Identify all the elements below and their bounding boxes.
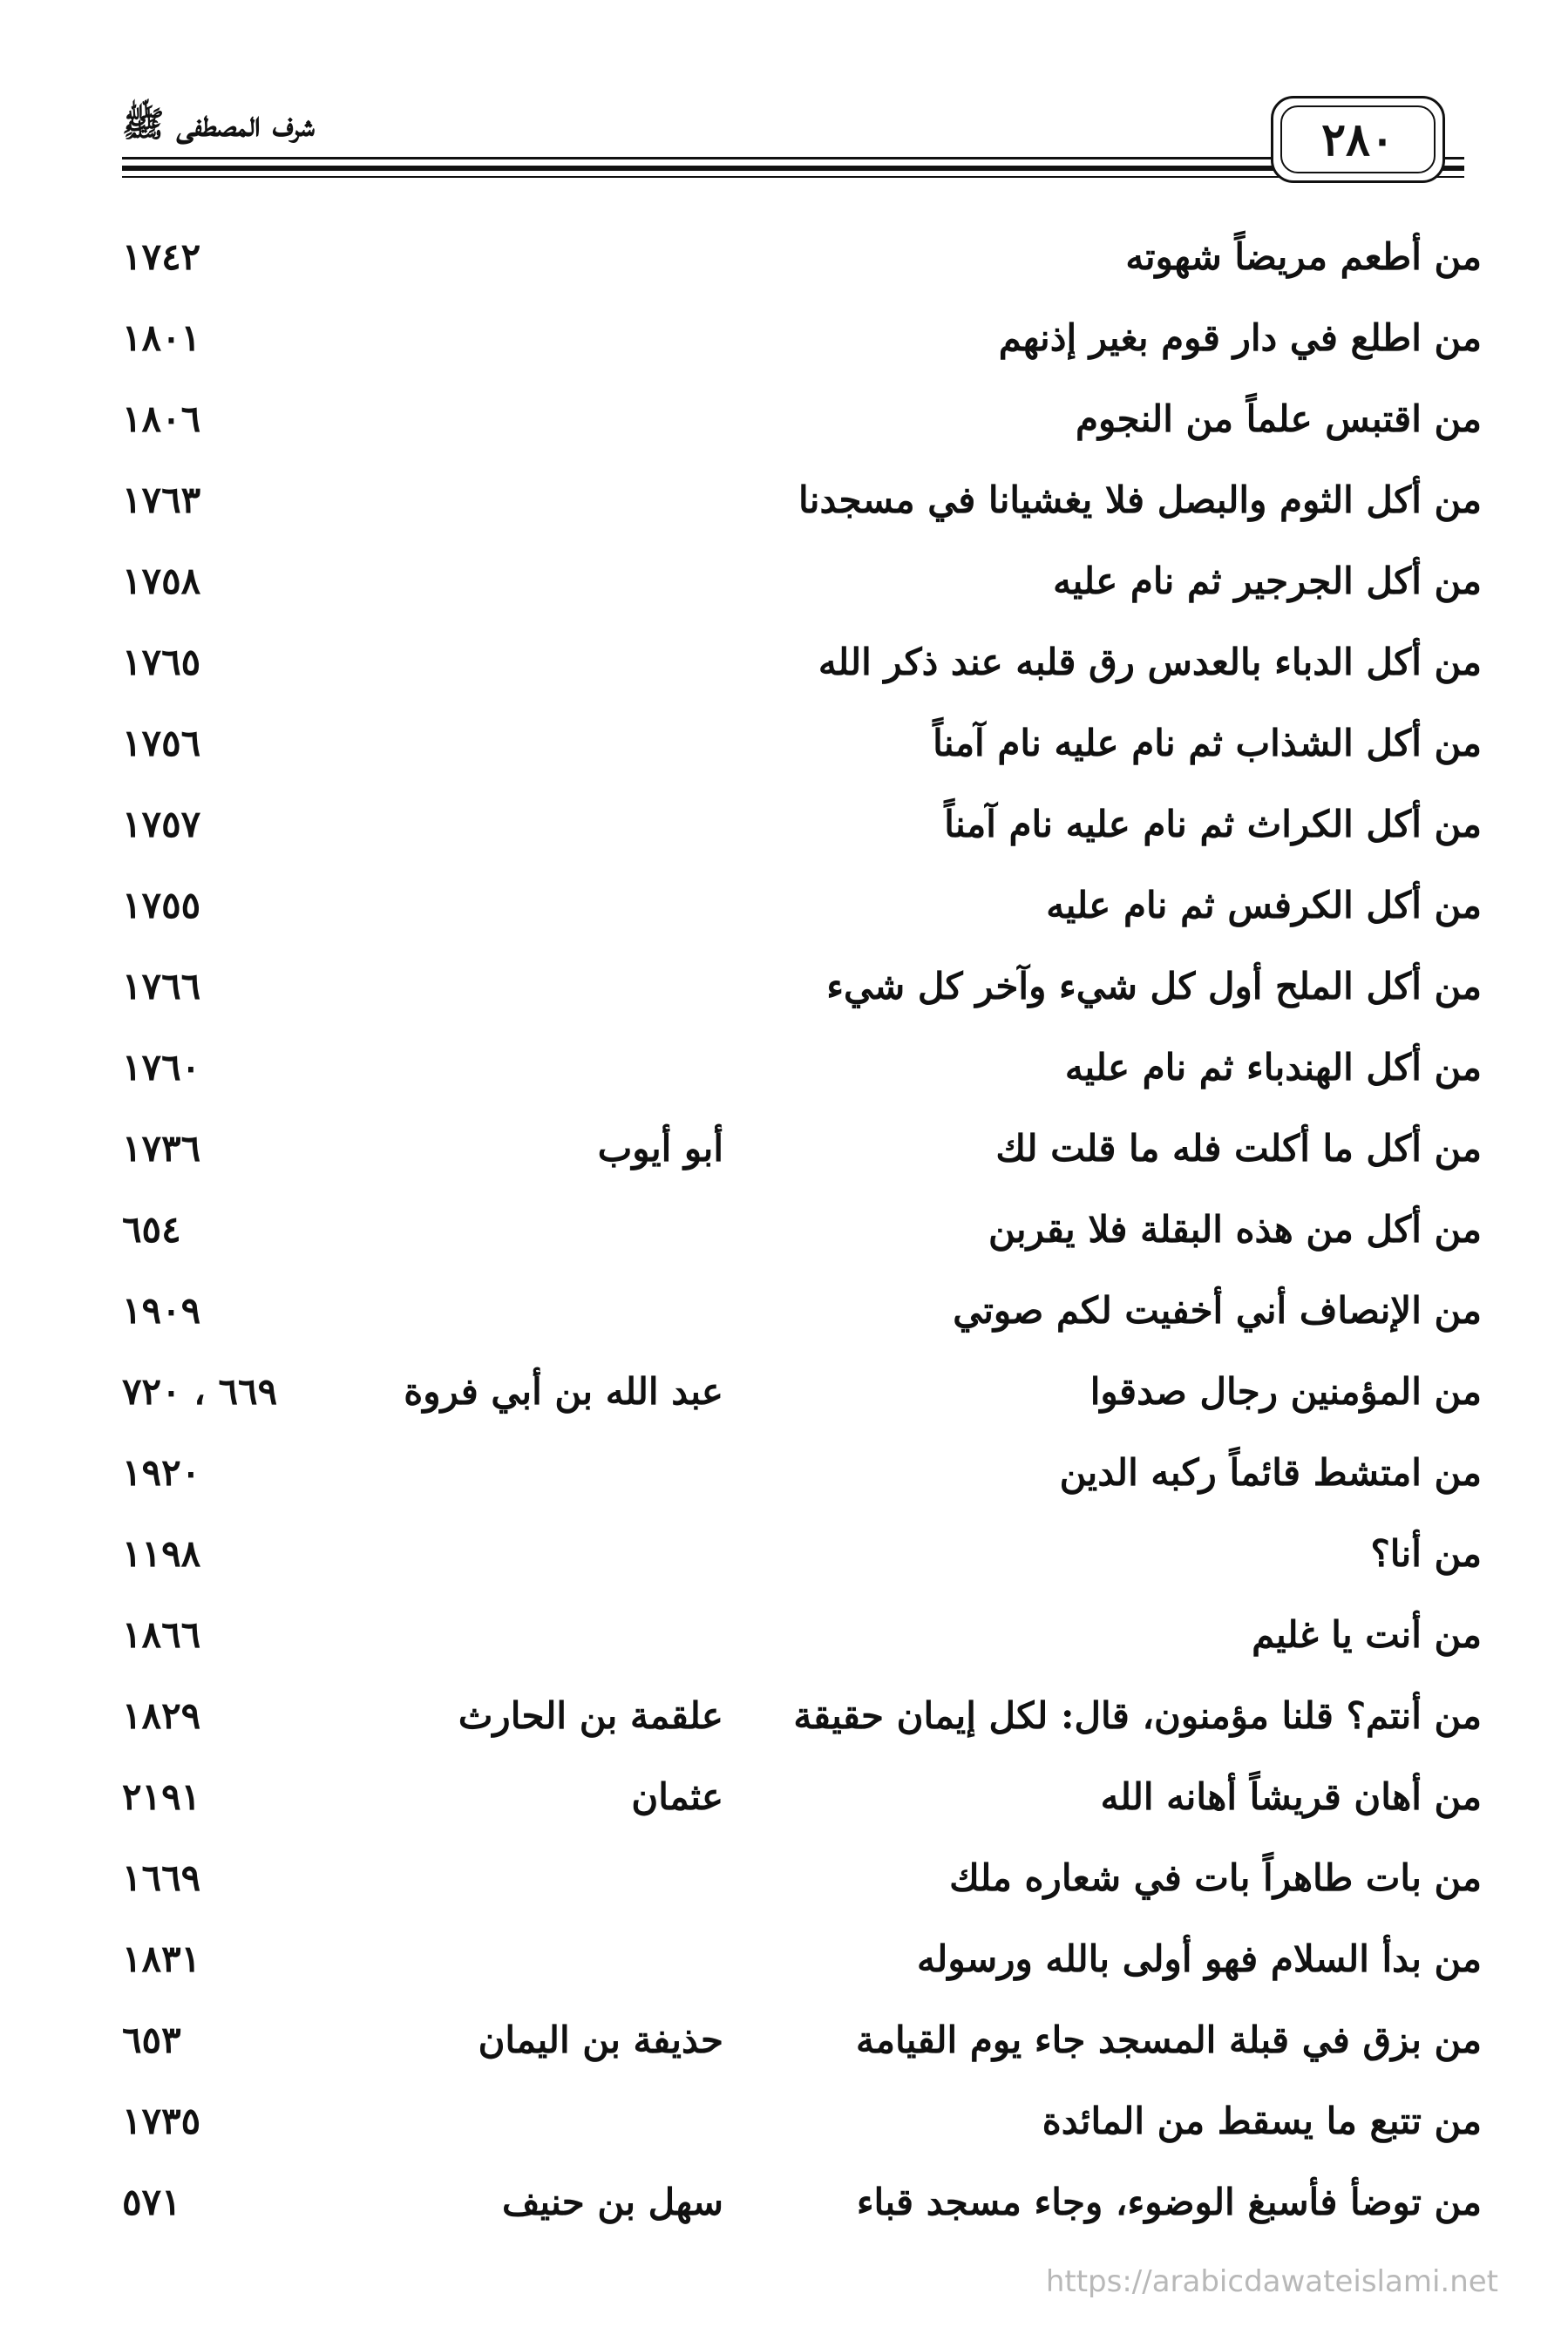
entry-reference-number: ١٨٦٦ (122, 1613, 201, 1656)
entry-hadith-text: من أكل الهندباء ثم نام عليه (1064, 1046, 1482, 1089)
entry-reference-number: ٦٥٤ (122, 1208, 181, 1251)
watermark-url: https://arabicdawateislami.net (1045, 2264, 1498, 2299)
entry-reference-number: ٢١٩١ (122, 1775, 201, 1818)
index-entry (122, 459, 1482, 540)
book-title: شرف المصطفى ﷺ (122, 104, 315, 145)
index-entry (122, 946, 1482, 1027)
page-number: ٢٨٠ (1280, 105, 1436, 173)
entry-reference-number: ١٧٥٦ (122, 722, 201, 764)
page-header (122, 96, 1464, 192)
entry-narrator: أبو أيوب (597, 1127, 723, 1170)
index-entry (122, 1108, 1482, 1189)
entry-hadith-text: من بزق في قبلة المسجد جاء يوم القيامة (856, 2019, 1482, 2061)
entry-reference-number: ١٦٦٩ (122, 1856, 201, 1899)
entry-reference-number: ٥٧١ (122, 2181, 181, 2223)
index-entry (122, 378, 1482, 459)
hadith-index-list (122, 216, 1482, 2242)
index-entry (122, 1351, 1482, 1432)
entry-hadith-text: من المؤمنين رجال صدقوا (1089, 1370, 1482, 1413)
index-entry (122, 621, 1482, 702)
page-number-frame (1271, 96, 1445, 183)
entry-hadith-text: من أكل الملح أول كل شيء وآخر كل شيء (826, 965, 1482, 1008)
index-entry (122, 1189, 1482, 1270)
entry-reference-number: ٦٦٩ ، ٧٢٠ (122, 1370, 278, 1413)
entry-reference-number: ١٧٣٦ (122, 1127, 201, 1170)
entry-hadith-text: من أكل الكرفس ثم نام عليه (1046, 884, 1482, 926)
entry-reference-number: ١٧٦٦ (122, 965, 201, 1008)
index-entry (122, 702, 1482, 784)
entry-reference-number: ١٧٦٣ (122, 478, 201, 521)
entry-reference-number: ١٨٣١ (122, 1937, 201, 1980)
index-entry (122, 1918, 1482, 1999)
index-entry (122, 1675, 1482, 1756)
entry-narrator: حذيفة بن اليمان (478, 2019, 723, 2061)
entry-narrator: سهل بن حنيف (501, 2181, 723, 2223)
entry-hadith-text: من أكل الكراث ثم نام عليه نام آمناً (944, 803, 1482, 845)
entry-hadith-text: من الإنصاف أني أخفيت لكم صوتي (953, 1289, 1482, 1332)
index-entry (122, 1999, 1482, 2080)
entry-hadith-text: من تتبع ما يسقط من المائدة (1042, 2100, 1482, 2142)
header-rule-thick (122, 166, 1464, 171)
entry-reference-number: ١٨٢٩ (122, 1694, 201, 1737)
index-entry (122, 297, 1482, 378)
index-entry (122, 1432, 1482, 1513)
entry-hadith-text: من أنا؟ (1370, 1532, 1482, 1575)
entry-reference-number: ٦٥٣ (122, 2019, 181, 2061)
entry-reference-number: ١٧٥٨ (122, 560, 201, 602)
index-entry (122, 865, 1482, 946)
entry-reference-number: ١٧٥٧ (122, 803, 201, 845)
header-rule (122, 157, 1464, 159)
index-entry (122, 540, 1482, 621)
entry-hadith-text: من أكل ما أكلت فله ما قلت لك (995, 1127, 1482, 1170)
entry-reference-number: ١٨٠٦ (122, 397, 201, 440)
header-rule-thin (122, 176, 1464, 178)
index-entry (122, 1270, 1482, 1351)
entry-hadith-text: من أكل الثوم والبصل فلا يغشيانا في مسجدنا (798, 478, 1482, 521)
index-entry (122, 1513, 1482, 1594)
entry-hadith-text: من أنتم؟ قلنا مؤمنون، قال: لكل إيمان حقيقة (793, 1694, 1482, 1737)
entry-reference-number: ١٧٥٥ (122, 884, 201, 926)
entry-reference-number: ١٩٠٩ (122, 1289, 201, 1332)
index-entry (122, 1837, 1482, 1918)
entry-hadith-text: من توضأ فأسبغ الوضوء، وجاء مسجد قباء (856, 2181, 1482, 2223)
entry-reference-number: ١٩٢٠ (122, 1451, 201, 1494)
index-entry (122, 2161, 1482, 2242)
index-entry (122, 1594, 1482, 1675)
index-entry (122, 216, 1482, 297)
entry-hadith-text: من أهان قريشاً أهانه الله (1100, 1775, 1482, 1818)
entry-hadith-text: من بدأ السلام فهو أولى بالله ورسوله (917, 1937, 1482, 1980)
entry-reference-number: ١٧٦٠ (122, 1046, 201, 1089)
entry-hadith-text: من امتشط قائماً ركبه الدين (1059, 1451, 1482, 1494)
entry-hadith-text: من اطلع في دار قوم بغير إذنهم (998, 316, 1482, 359)
entry-hadith-text: من أكل الدباء بالعدس رق قلبه عند ذكر الله (818, 641, 1482, 683)
entry-reference-number: ١٨٠١ (122, 316, 201, 359)
index-entry (122, 2080, 1482, 2161)
entry-reference-number: ١١٩٨ (122, 1532, 201, 1575)
entry-hadith-text: من أطعم مريضاً شهوته (1125, 235, 1482, 278)
entry-narrator: عثمان (631, 1775, 723, 1818)
entry-narrator: علقمة بن الحارث (458, 1694, 723, 1737)
entry-reference-number: ١٧٣٥ (122, 2100, 201, 2142)
entry-narrator: عبد الله بن أبي فروة (404, 1370, 723, 1413)
index-entry (122, 784, 1482, 865)
entry-hadith-text: من أكل من هذه البقلة فلا يقربن (988, 1208, 1482, 1251)
entry-reference-number: ١٧٦٥ (122, 641, 201, 683)
index-entry (122, 1027, 1482, 1108)
entry-hadith-text: من أكل الشذاب ثم نام عليه نام آمناً (933, 722, 1482, 764)
entry-hadith-text: من أنت يا غليم (1252, 1613, 1482, 1656)
entry-reference-number: ١٧٤٢ (122, 235, 201, 278)
entry-hadith-text: من بات طاهراً بات في شعاره ملك (949, 1856, 1482, 1899)
index-entry (122, 1756, 1482, 1837)
entry-hadith-text: من أكل الجرجير ثم نام عليه (1053, 560, 1482, 602)
entry-hadith-text: من اقتبس علماً من النجوم (1075, 397, 1482, 440)
